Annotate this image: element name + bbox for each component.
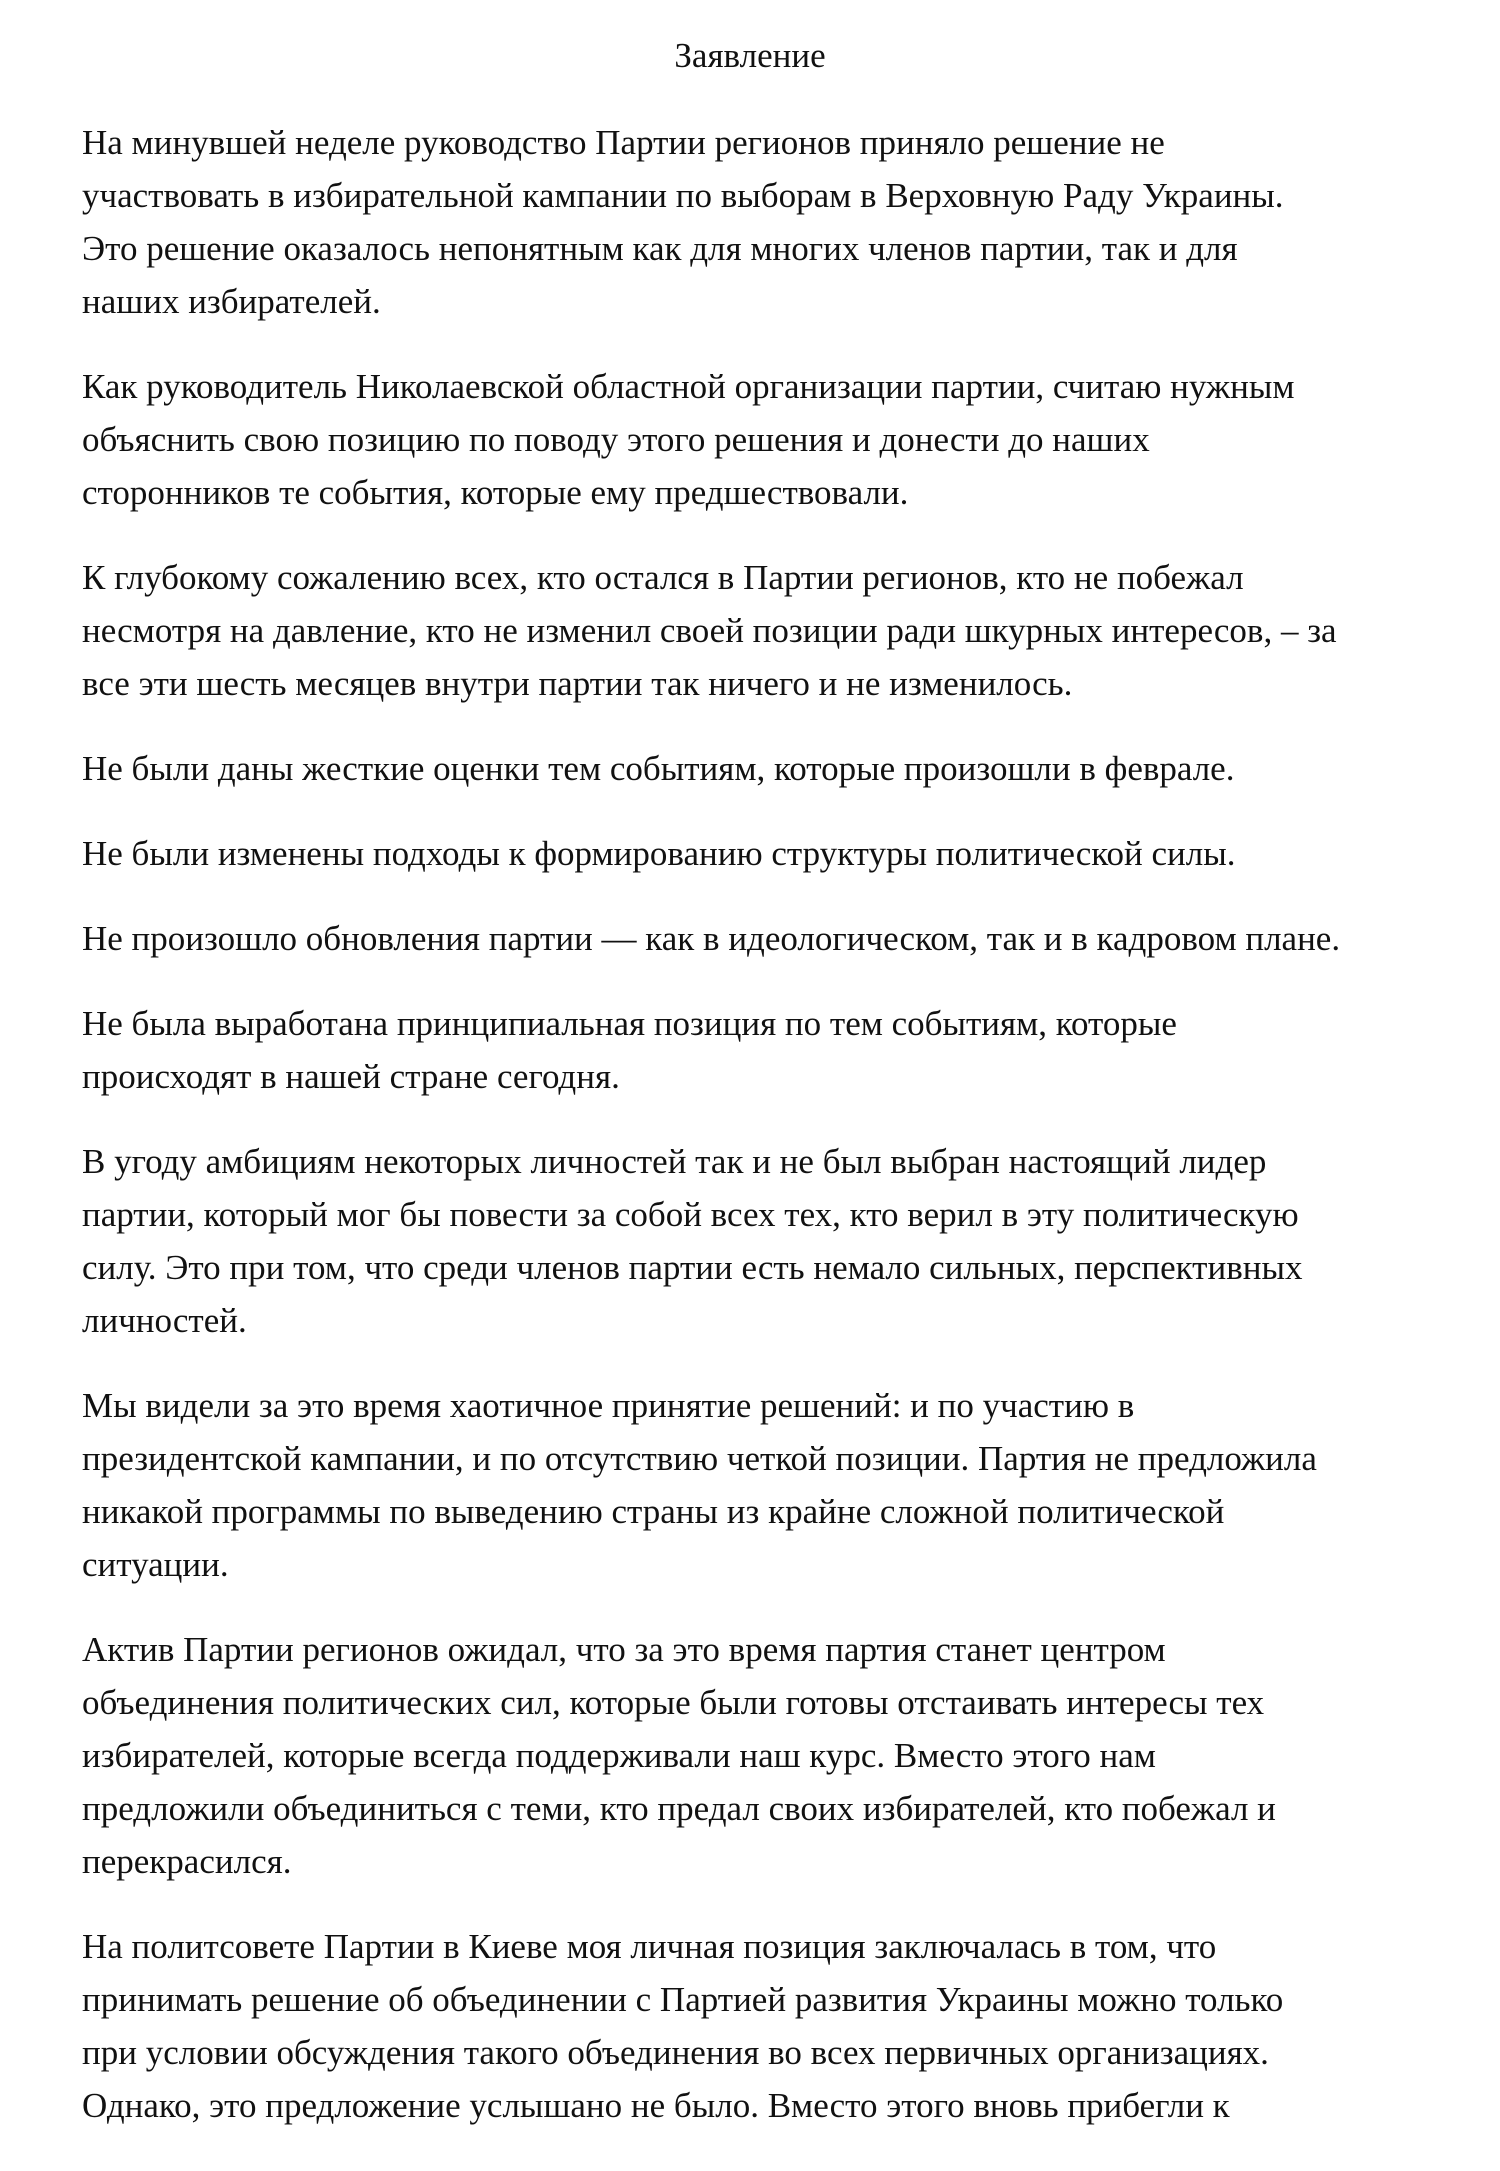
paragraph-line: В угоду амбициям некоторых личностей так и не был выбран настоящий лидер [82, 1142, 1267, 1181]
paragraph-line: силу. Это при том, что среди членов партии есть немало сильных, перспективных [82, 1248, 1303, 1287]
paragraph-line: Как руководитель Николаевской областной организации партии, считаю нужным [82, 367, 1295, 406]
paragraph-line: объединения политических сил, которые были готовы отстаивать интересы тех [82, 1683, 1265, 1722]
paragraph-line: Не были даны жесткие оценки тем событиям, которые произошли в феврале. [82, 749, 1235, 788]
paragraph-line: все эти шесть месяцев внутри партии так ничего и не изменилось. [82, 664, 1073, 703]
paragraph-line: никакой программы по выведению страны из крайне сложной политической [82, 1492, 1225, 1531]
paragraph-line: наших избирателей. [82, 282, 381, 321]
paragraph-line: президентской кампании, и по отсутствию четкой позиции. Партия не предложила [82, 1439, 1317, 1478]
paragraph-line: ситуации. [82, 1545, 229, 1584]
paragraph-line: происходят в нашей стране сегодня. [82, 1057, 620, 1096]
paragraph [82, 1623, 1452, 1888]
paragraph-line: партии, который мог бы повести за собой всех тех, кто верил в эту политическую [82, 1195, 1299, 1234]
paragraph-line: К глубокому сожалению всех, кто остался в Партии регионов, кто не побежал [82, 558, 1244, 597]
paragraph-line: перекрасился. [82, 1842, 292, 1881]
paragraph [82, 1379, 1452, 1591]
paragraph [82, 1920, 1452, 2132]
paragraph-line: участвовать в избирательной кампании по выборам в Верховную Раду Украины. [82, 176, 1284, 215]
paragraph-line: несмотря на давление, кто не изменил своей позиции ради шкурных интересов, – за [82, 611, 1337, 650]
paragraph-line: при условии обсуждения такого объединения во всех первичных организациях. [82, 2033, 1269, 2072]
paragraph [82, 551, 1452, 710]
paragraph [82, 360, 1452, 519]
paragraph [82, 1135, 1452, 1347]
paragraph-line: Однако, это предложение услышано не было. Вместо этого вновь прибегли к [82, 2086, 1230, 2125]
paragraph [82, 116, 1452, 328]
paragraph-line: объяснить свою позицию по поводу этого решения и донести до наших [82, 420, 1150, 459]
paragraph-line: избирателей, которые всегда поддерживали наш курс. Вместо этого нам [82, 1736, 1156, 1775]
paragraph-line: Не были изменены подходы к формированию структуры политической силы. [82, 834, 1236, 873]
paragraph-line: Актив Партии регионов ожидал, что за это время партия станет центром [82, 1630, 1166, 1669]
document-title: Заявление [674, 36, 826, 75]
paragraph-line: предложили объединиться с теми, кто предал своих избирателей, кто побежал и [82, 1789, 1276, 1828]
paragraph [82, 912, 1452, 965]
paragraph-line: сторонников те события, которые ему предшествовали. [82, 473, 909, 512]
paragraph-line: Не была выработана принципиальная позиция по тем событиям, которые [82, 1004, 1177, 1043]
paragraph [82, 827, 1452, 880]
paragraph-line: Мы видели за это время хаотичное принятие решений: и по участию в [82, 1386, 1135, 1425]
paragraph-line: На минувшей неделе руководство Партии регионов приняло решение не [82, 123, 1165, 162]
paragraph [82, 997, 1452, 1103]
paragraph-line: Не произошло обновления партии — как в идеологическом, так и в кадровом плане. [82, 919, 1341, 958]
paragraph [82, 742, 1452, 795]
document-body [82, 116, 1452, 2164]
paragraph-line: личностей. [82, 1301, 247, 1340]
paragraph-line: На политсовете Партии в Киеве моя личная позиция заключалась в том, что [82, 1927, 1217, 1966]
paragraph-line: Это решение оказалось непонятным как для многих членов партии, так и для [82, 229, 1238, 268]
paragraph-line: принимать решение об объединении с Партией развития Украины можно только [82, 1980, 1284, 2019]
